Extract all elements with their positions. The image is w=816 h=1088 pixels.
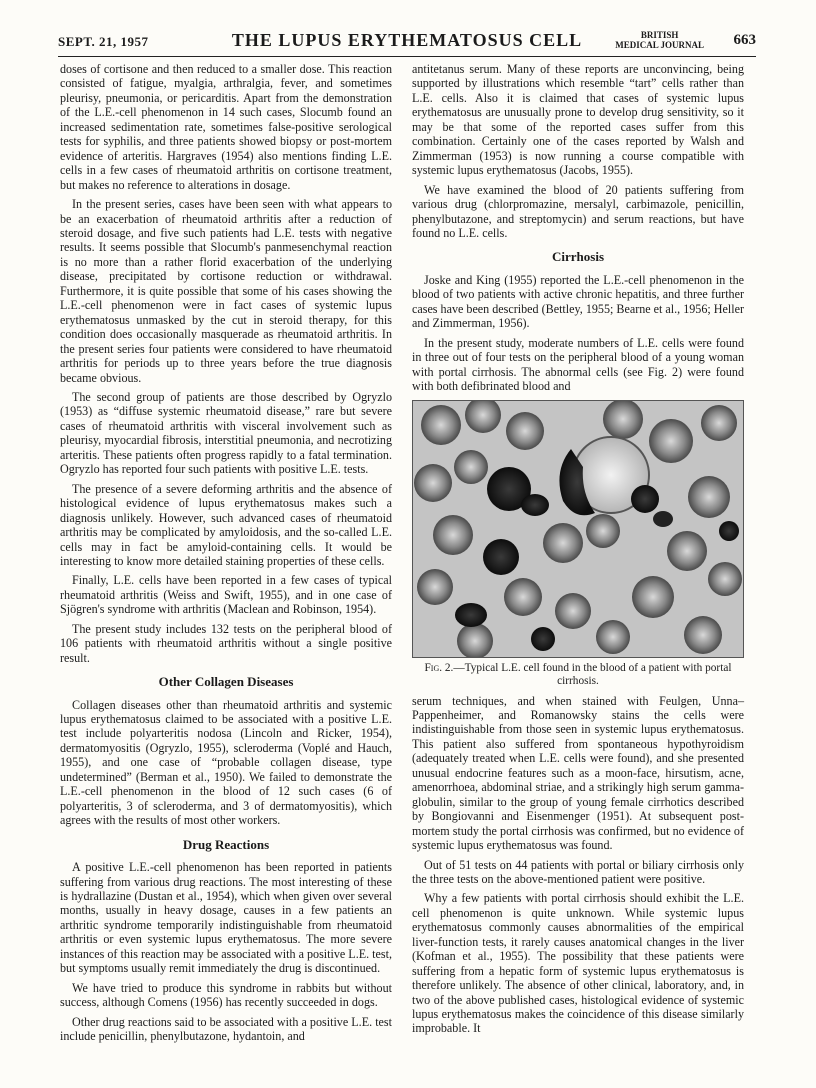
paragraph: Joske and King (1955) reported the L.E.-cell phenomenon in the blood of two patients with active chronic hepatitis, and three further cases have been described (Bettley, 1955; Bearne et al., 1956; Heller and Zimmerman, 1956). bbox=[412, 272, 744, 331]
figure-caption bbox=[412, 662, 744, 688]
paragraph: The second group of patients are those described by Ogryzlo (1953) as “diffuse systemic rheumatoid disease,” rare but severe cases of rheumatoid arthritis with visceral involvement such as pleurisy, myocardial fibrosis, interstitial pneumonia, and necrotizing arteritis. These patients often progress rapidly to a fatal termination. Ogryzlo has reported four such patients with positive L.E. tests. bbox=[60, 389, 392, 477]
left-column bbox=[60, 62, 392, 1049]
paragraph: A positive L.E.-cell phenomenon has been reported in patients suffering from various drug reactions. The most interesting of these is hydrallazine (Dustan et al., 1954), which when given over several months, usually in heavy dosage, causes in a few patients an arthritic syndrome temporarily indistinguishable from rheumatoid arthritis or even systemic lupus erythematosus. The more severe instances of this reaction may be associated with a positive L.E. test, but symptoms usually remit immediately the drug is discontinued. bbox=[60, 860, 392, 976]
micrograph-image bbox=[412, 400, 744, 658]
paragraph: Finally, L.E. cells have been reported in a few cases of typical rheumatoid arthritis (Weiss and Swift, 1955), and in one case of Sjögren's syndrome with arthritis (Maclean and Robinson, 1954). bbox=[60, 573, 392, 617]
journal-name bbox=[615, 30, 704, 50]
header-date: SEPT. 21, 1957 bbox=[58, 34, 149, 49]
paragraph: Collagen diseases other than rheumatoid arthritis and systemic lupus erythematosus claimed to be associated with a positive L.E. test include polyarteritis nodosa (Lincoln and Ricker, 1954), dermatomyositis (Ogryzlo, 1955), scleroderma (Voplé and Hauch, 1955), and one case of “probable collagen disease, type undetermined” (Berman et al., 1950). We failed to demonstrate the L.E.-cell phenomenon in the blood of 12 such cases (6 of polyarteritis, 3 of scleroderma, and 3 of dermatomyositis), which agrees with the results of most other workers. bbox=[60, 697, 392, 828]
paragraph: doses of cortisone and then reduced to a smaller dose. This reaction consisted of fatigue, myalgia, arthralgia, fever, and sometimes pleurisy, pneumonia, or pericarditis. Apart from the demonstration of the L.E.-cell phenomenon in 14 such cases, Slocumb found an increased sedimentation rate, sometimes false-positive serological tests for syphilis, and three patients showed biopsy or post-mortem evidence of arteritis. Hargraves (1954) also mentions finding L.E. cells in a few cases of rheumatoid arthritis on cortisone treatment, but makes no reference to alterations in dosage. bbox=[60, 62, 392, 192]
section-heading-drug-reactions: Drug Reactions bbox=[182, 836, 270, 852]
paragraph: Other drug reactions said to be associated with a positive L.E. test include penicillin, phenylbutazone, hydantoin, and bbox=[60, 1014, 392, 1044]
figure-2 bbox=[412, 400, 744, 688]
paragraph: We have examined the blood of 20 patients suffering from various drug (chlorpromazine, mersalyl, carbimazole, penicillin, phenylbutazone, and streptomycin) and serum reactions, but have found no L.E. cells. bbox=[412, 182, 744, 240]
section-heading-cirrhosis: Cirrhosis bbox=[552, 249, 604, 265]
paragraph: In the present series, cases have been seen with what appears to be an exacerbation of rheumatoid arthritis after a reduction of steroid dosage, and five such patients had L.E. tests with negative results. It seems possible that Slocumb's panmesenchymal reaction is no more than a rather florid exacerbation of the underlying disease, precipitated by cortisone reduction or withdrawal. Furthermore, it is quite possible that some of his cases showing the L.E.-cell phenomenon were in fact cases of systemic lupus erythematosus unmasked by the cut in steroid therapy, for this condition does occasionally masquerade as rheumatoid arthritis. In the present series four patients were considered to have rheumatoid arthritis for periods up to three years before the true diagnosis became obvious. bbox=[60, 197, 392, 385]
paragraph: Out of 51 tests on 44 patients with portal or biliary cirrhosis only the three tests on the above-mentioned patient were positive. bbox=[412, 857, 744, 886]
paragraph: In the present study, moderate numbers of L.E. cells were found in three out of four tests on the peripheral blood of a young woman with portal cirrhosis. The abnormal cells (see Fig. 2) were found with both defibrinated blood and bbox=[412, 335, 744, 394]
right-column bbox=[412, 62, 744, 1041]
paragraph: The present study includes 132 tests on the peripheral blood of 106 patients with rheumatoid arthritis without a single positive result. bbox=[60, 621, 392, 665]
journal-name-line1: BRITISH bbox=[640, 30, 679, 40]
section-heading-collagen: Other Collagen Diseases bbox=[158, 674, 294, 690]
le-cell-micrograph bbox=[413, 401, 743, 657]
journal-name-line2: MEDICAL JOURNAL bbox=[615, 40, 704, 50]
page-number: 663 bbox=[733, 32, 756, 48]
paragraph: We have tried to produce this syndrome in rabbits but without success, although Comens (1956) has recently succeeded in dogs. bbox=[60, 980, 392, 1010]
paragraph: antitetanus serum. Many of these reports are unconvincing, being supported by illustrations which resemble “tart” cells rather than L.E. cells. Also it is claimed that cases of systemic lupus erythematosus are unusually prone to develop drug sensitivity, so it may be that some of the reported cases suffer from this combination. Certainly one of the cases reported by Walsh and Zimmerman (1953) is now running a course compatible with systemic lupus erythematosus (Jacobs, 1955). bbox=[412, 62, 744, 178]
figure-caption-text: —Typical L.E. cell found in the blood of a patient with portal cirrhosis. bbox=[453, 661, 732, 687]
header-title: THE LUPUS ERYTHEMATOSUS CELL bbox=[231, 30, 583, 50]
paragraph: serum techniques, and when stained with Feulgen, Unna–Pappenheimer, and Romanowsky stains the cells were indistinguishable from those seen in systemic lupus erythematosus. This patient also suffered from spontaneous hypothyroidism (adequately treated when L.E. cells were found), and she presented unusual endocrine features such as a moon-face, hirsutism, acne, amenorrhoea, abdominal striae, and a strikingly high serum gamma-globulin, similar to the group of young female cirrhotics described by Bongiovanni and Eisenmenger (1951). At subsequent post-mortem study the portal cirrhosis was confirmed, but no evidence of systemic lupus erythematosus was found. bbox=[412, 693, 744, 853]
page-header bbox=[58, 20, 756, 57]
paragraph: Why a few patients with portal cirrhosis should exhibit the L.E. cell phenomenon is quite unknown. While systemic lupus erythematosus commonly causes abnormalities of the empirical liver-function tests, it rarely causes anatomical changes in the liver (Kofman et al., 1955). The possibility that these patients were suffering from a hepatic form of systemic lupus erythematosus is therefore unlikely. The absence of other clinical, laboratory, and, in two of the above published cases, histological evidence of systemic lupus erythematosus makes the coincidence of this disease similarly improbable. It bbox=[412, 891, 744, 1036]
paragraph: The presence of a severe deforming arthritis and the absence of histological evidence of lupus erythematosus makes such a diagnosis unlikely. However, such advanced cases of rheumatoid arthritis may be complicated by amyloidosis, and the so-called L.E. cells may in fact be amyloid-containing cells. It would be interesting to know more detailed staining properties of these cells. bbox=[60, 481, 392, 568]
figure-label: Fig. 2. bbox=[424, 661, 454, 674]
